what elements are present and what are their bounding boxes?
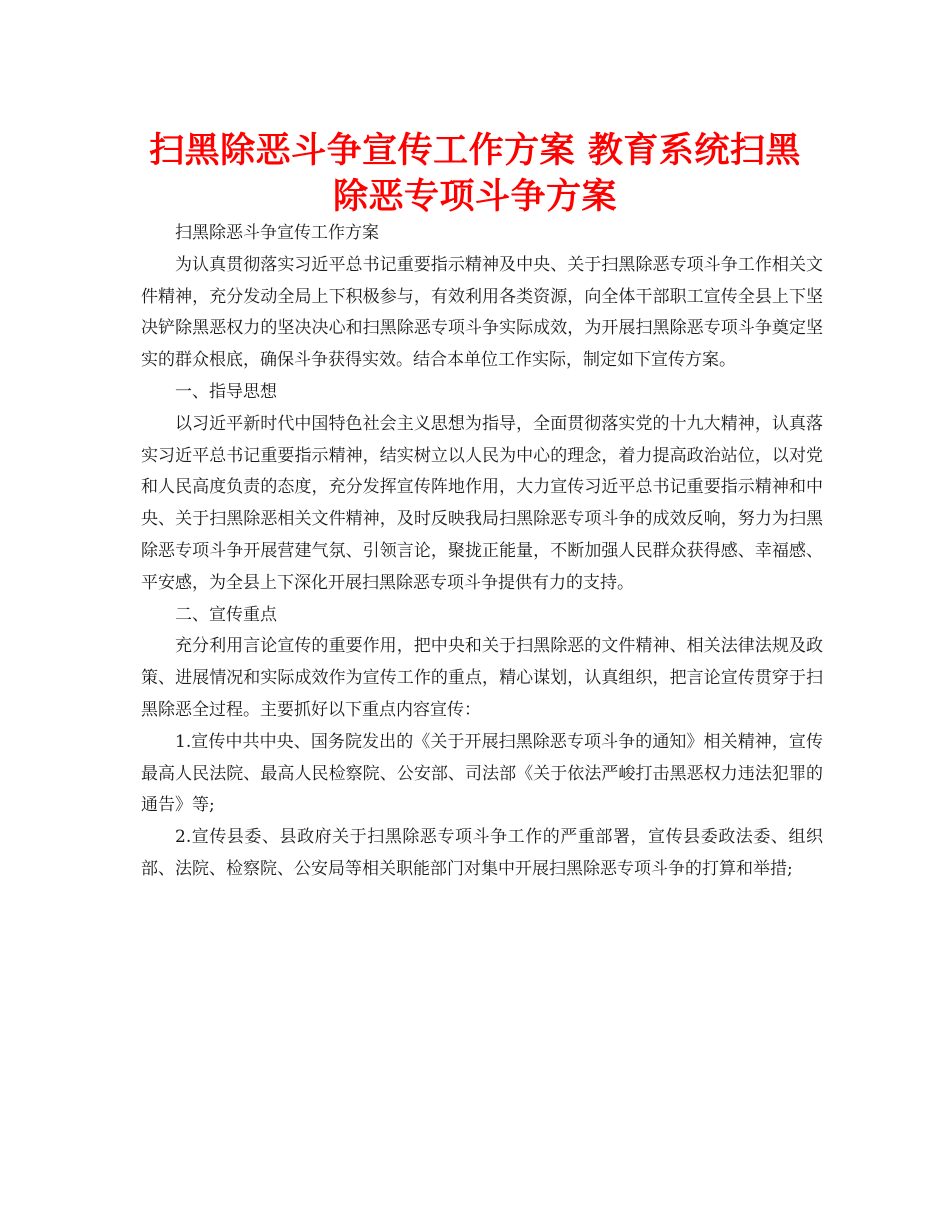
section-heading-guiding-thought: 一、指导思想 <box>175 381 277 402</box>
list-item-1: 1.宣传中共中央、国务院发出的《关于开展扫黑除恶专项斗争的通知》相关精神，宣传最高人民法院、最高人民检察院、公安部、司法部《关于依法严峻打击黑恶权力违法犯罪的通告》等; <box>141 731 823 816</box>
title-line-1: 扫黑除恶斗争宣传工作方案 教育系统扫黑 <box>149 131 801 171</box>
title-line-2: 除恶专项斗争方案 <box>332 177 617 217</box>
document-title <box>120 128 830 220</box>
guiding-thought-paragraph: 以习近平新时代中国特色社会主义思想为指导，全面贯彻落实党的十九大精神，认真落实习近平总书记重要指示精神，结实树立以人民为中心的理念，着力提高政治站位，以对党和人民高度负责的态度，充分发挥宣传阵地作用，大力宣传习近平总书记重要指示精神和中央、关于扫黑除恶相关文件精神，及时反映我局扫黑除恶专项斗争的成效反响，努力为扫黑除恶专项斗争开展营建气氛、引领言论，聚拢正能量，不断加强人民群众获得感、幸福感、平安感，为全县上下深化开展扫黑除恶专项斗争提供有力的支持。 <box>141 413 823 593</box>
publicity-focus-paragraph: 充分利用言论宣传的重要作用，把中央和关于扫黑除恶的文件精神、相关法律法规及政策、进展情况和实际成效作为宣传工作的重点，精心谋划，认真组织，把言论宣传贯穿于扫黑除恶全过程。主要抓好以下重点内容宣传： <box>141 636 823 720</box>
section-heading-publicity-focus: 二、宣传重点 <box>175 604 277 625</box>
list-item-2: 2.宣传县委、县政府关于扫黑除恶专项斗争工作的严重部署，宣传县委政法委、组织部、法院、检察院、公安局等相关职能部门对集中开展扫黑除恶专项斗争的打算和举措; <box>141 827 823 879</box>
intro-paragraph: 为认真贯彻落实习近平总书记重要指示精神及中央、关于扫黑除恶专项斗争工作相关文件精神，充分发动全局上下积极参与，有效利用各类资源，向全体干部职工宣传全县上下坚决铲除黑恶权力的坚决决心和扫黑除恶专项斗争实际成效，为开展扫黑除恶专项斗争奠定坚实的群众根底，确保斗争获得实效。结合本单位工作实际，制定如下宣传方案。 <box>141 254 823 371</box>
document-body <box>141 218 823 886</box>
subtitle-paragraph: 扫黑除恶斗争宣传工作方案 <box>175 223 379 243</box>
